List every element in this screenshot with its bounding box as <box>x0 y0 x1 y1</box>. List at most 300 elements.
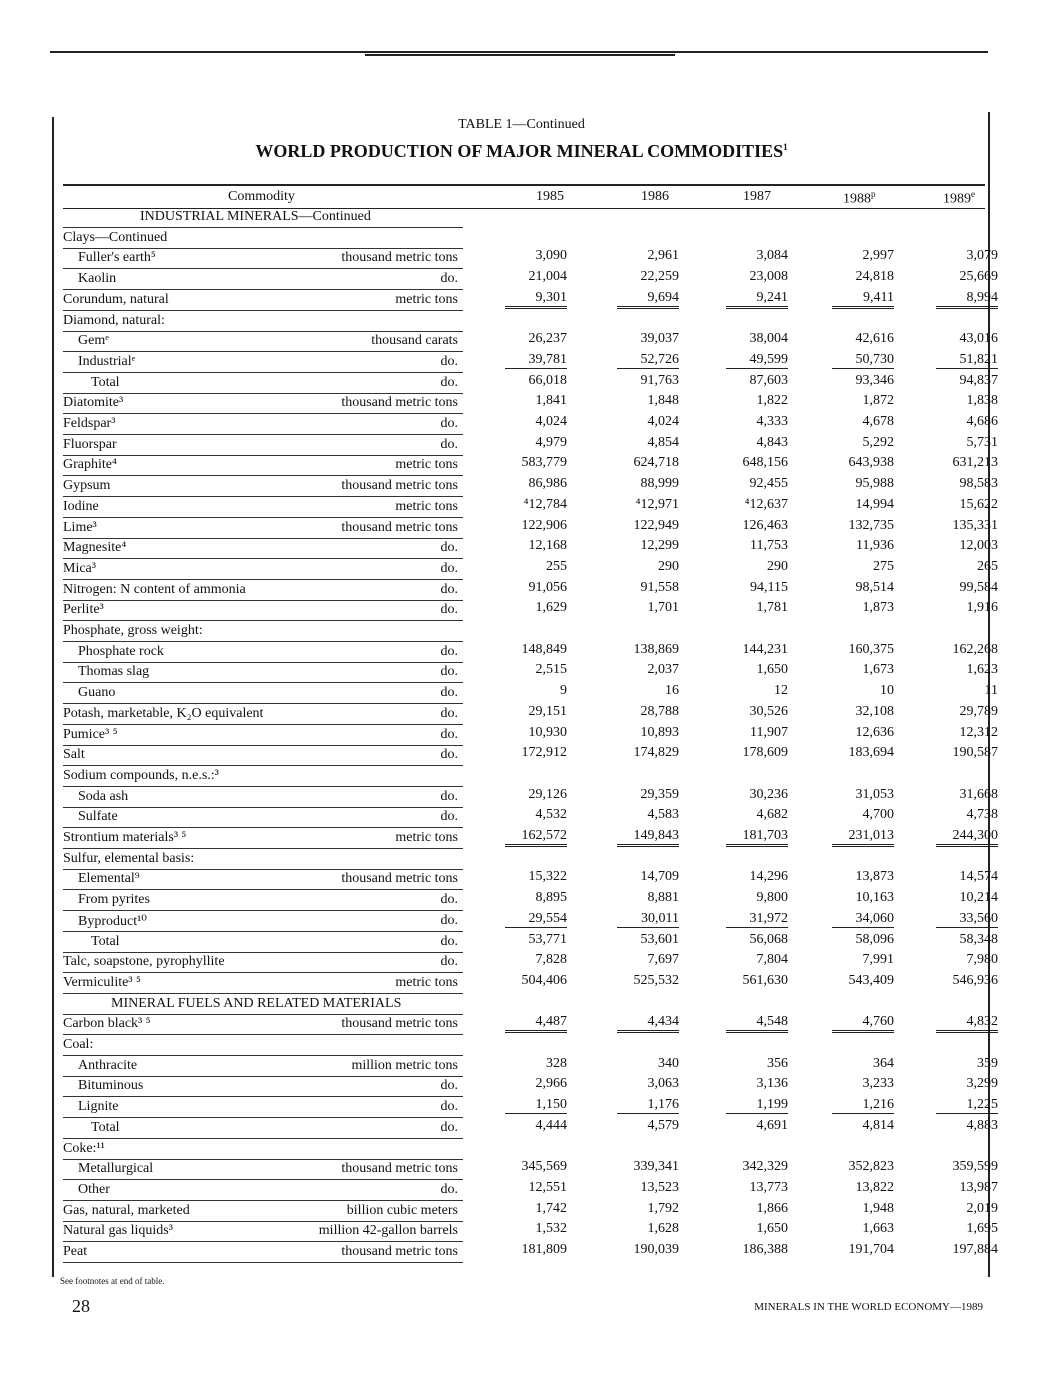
value-cell: 504,406 <box>521 972 567 988</box>
value-cell: 32,108 <box>855 703 894 719</box>
table-row <box>63 724 998 746</box>
value-cell: 29,359 <box>640 786 679 802</box>
value-cell: 275 <box>873 558 894 574</box>
row-label: Lime³ <box>63 520 463 539</box>
value-cell: 4,832 <box>908 1014 998 1033</box>
value-cell: 29,151 <box>528 703 567 719</box>
table-row <box>63 662 998 683</box>
section-header-row <box>63 994 985 1015</box>
table-row <box>63 703 998 725</box>
value-cell: 1,841 <box>535 393 567 409</box>
value-cell: 11,753 <box>750 538 788 554</box>
top-rule <box>50 51 988 53</box>
value-cell: 624,718 <box>633 455 679 471</box>
value-cell: 26,237 <box>528 331 567 347</box>
value-cell: 1,150 <box>477 1097 567 1114</box>
table-row <box>63 1179 998 1201</box>
value-cell: 1,742 <box>535 1200 567 1216</box>
value-cell: 7,697 <box>647 952 679 968</box>
value-cell: 190,039 <box>633 1242 679 1257</box>
row-label: Lignite <box>63 1099 463 1118</box>
value-cell: 1,838 <box>966 393 998 409</box>
table-row <box>63 890 998 911</box>
value-cell: 631,213 <box>952 455 998 471</box>
value-cell: 4,444 <box>535 1117 567 1133</box>
header-1988-year: 1988 <box>843 191 871 207</box>
row-label: Thomas slag <box>63 664 463 683</box>
value-cell: 9,800 <box>756 890 788 906</box>
row-label: Phosphate, gross weight: <box>63 623 463 642</box>
header-commodity: Commodity <box>228 189 295 204</box>
value-cell: 4,738 <box>966 807 998 823</box>
value-cell: 49,599 <box>698 352 788 369</box>
value-cell: 95,988 <box>855 476 894 492</box>
row-unit: do. <box>440 1119 458 1135</box>
value-cell: 91,558 <box>640 579 679 595</box>
value-cell: 22,259 <box>640 269 679 285</box>
row-unit: do. <box>440 416 458 431</box>
value-cell: 23,008 <box>749 269 788 285</box>
value-cell: 86,986 <box>528 476 567 492</box>
value-cell: 4,487 <box>477 1014 567 1033</box>
row-unit: do. <box>440 954 458 970</box>
value-cell: 4,579 <box>647 1117 679 1133</box>
row-unit: million metric tons <box>351 1057 458 1073</box>
value-cell: 7,991 <box>862 952 894 968</box>
row-unit: do. <box>440 685 458 701</box>
row-label: Anthracite <box>63 1058 463 1077</box>
value-cell: 13,873 <box>855 869 894 885</box>
value-cell: 11 <box>984 683 998 699</box>
value-cell: 9,301 <box>477 290 567 309</box>
value-cell: ⁴12,784 <box>523 496 567 512</box>
value-cell: 29,126 <box>528 786 567 802</box>
row-unit: thousand carats <box>371 333 458 349</box>
row-unit: billion cubic meters <box>346 1202 458 1218</box>
row-label: Diatomite³ <box>63 395 463 414</box>
row-unit: thousand metric tons <box>341 395 458 411</box>
table-row <box>63 414 998 435</box>
value-cell: 39,037 <box>640 331 679 347</box>
value-cell: 30,011 <box>589 911 679 928</box>
row-unit: do. <box>440 912 458 928</box>
value-cell: 8,895 <box>535 890 567 906</box>
row-label: Natural gas liquids³ <box>63 1223 463 1242</box>
value-cell: 4,814 <box>862 1117 894 1133</box>
table-row <box>63 331 998 352</box>
row-label: Potash, marketable, K₂O equivalent <box>63 706 463 725</box>
value-cell: 2,515 <box>535 662 567 678</box>
row-label: Salt <box>63 747 463 766</box>
value-cell: 1,532 <box>535 1221 567 1237</box>
value-cell: 3,299 <box>966 1076 998 1092</box>
value-cell: 91,763 <box>640 372 679 388</box>
value-cell: 359 <box>977 1055 998 1071</box>
value-cell: 3,136 <box>756 1076 788 1092</box>
row-label: Vermiculite³ ⁵ <box>63 975 463 994</box>
value-cell: 98,514 <box>855 579 894 595</box>
value-cell: 543,409 <box>848 972 894 988</box>
table-row <box>63 1159 998 1180</box>
value-cell: 4,548 <box>698 1014 788 1033</box>
row-unit: do. <box>440 892 458 908</box>
row-label: Total <box>63 375 463 394</box>
row-label: Sulfate <box>63 809 463 828</box>
row-label: Clays—Continued <box>63 230 463 249</box>
header-1987: 1987 <box>743 189 771 204</box>
header-1988-mark: p <box>871 189 876 199</box>
table-row <box>63 372 998 394</box>
value-cell: 1,781 <box>756 600 788 616</box>
row-unit: metric tons <box>395 457 458 473</box>
value-cell: 92,455 <box>749 476 788 492</box>
value-cell: 15,622 <box>959 496 998 512</box>
table-row <box>63 1221 998 1242</box>
row-label: Diamond, natural: <box>63 313 463 332</box>
value-cell: 1,866 <box>756 1200 788 1216</box>
value-cell: 42,616 <box>855 331 894 347</box>
value-cell: 1,872 <box>862 393 894 409</box>
value-cell: 4,700 <box>862 807 894 823</box>
value-cell: 38,004 <box>749 331 788 347</box>
row-label: Carbon black³ ⁵ <box>63 1016 463 1035</box>
value-cell: 1,663 <box>862 1221 894 1237</box>
value-cell: 643,938 <box>848 455 894 471</box>
value-cell: 4,843 <box>756 434 788 450</box>
row-unit: do. <box>440 374 458 390</box>
table-row <box>63 1076 998 1097</box>
header-1985: 1985 <box>536 189 564 204</box>
value-cell: 13,987 <box>959 1179 998 1195</box>
table-row <box>63 849 985 870</box>
row-unit: metric tons <box>395 830 458 845</box>
header-1988 <box>843 189 876 208</box>
value-cell: 53,601 <box>640 931 679 947</box>
value-cell: 13,822 <box>855 1179 894 1195</box>
table-row <box>63 1200 998 1222</box>
value-cell: 10,893 <box>640 724 679 740</box>
value-cell: 31,972 <box>698 911 788 928</box>
header-1989-year: 1989 <box>943 191 971 207</box>
value-cell: 43,016 <box>959 331 998 347</box>
value-cell: 181,703 <box>698 828 788 847</box>
value-cell: 183,694 <box>848 745 894 761</box>
value-cell: 2,961 <box>647 248 679 264</box>
value-cell: 2,037 <box>647 662 679 678</box>
value-cell: 50,730 <box>804 352 894 369</box>
value-cell: 11,907 <box>750 724 788 740</box>
header-1989 <box>943 189 975 208</box>
row-label: Magnesite⁴ <box>63 540 463 559</box>
value-cell: 7,828 <box>535 952 567 968</box>
row-unit: do. <box>440 1181 458 1197</box>
table-label: TABLE 1—Continued <box>458 117 585 132</box>
value-cell: 525,532 <box>633 972 679 988</box>
value-cell: 290 <box>767 558 788 574</box>
value-cell: 58,348 <box>959 931 998 947</box>
running-title: MINERALS IN THE WORLD ECONOMY—1989 <box>754 1301 983 1313</box>
value-cell: 356 <box>767 1055 788 1071</box>
value-cell: 94,837 <box>959 372 998 388</box>
value-cell: 3,063 <box>647 1076 679 1092</box>
value-cell: 7,804 <box>756 952 788 968</box>
value-cell: 1,948 <box>862 1200 894 1216</box>
value-cell: 3,233 <box>862 1076 894 1092</box>
value-cell: 186,388 <box>742 1242 788 1257</box>
row-label: Corundum, natural <box>63 292 463 311</box>
value-cell: 9,411 <box>804 290 894 309</box>
table-row <box>63 289 998 311</box>
value-cell: 2,966 <box>535 1076 567 1092</box>
value-cell: 58,096 <box>855 931 894 947</box>
row-label: Peat <box>63 1244 463 1263</box>
row-label: Phosphate rock <box>63 644 463 663</box>
row-unit: do. <box>440 809 458 825</box>
table-row <box>63 786 998 808</box>
value-cell: 34,060 <box>804 911 894 928</box>
table-row <box>63 641 998 663</box>
value-cell: 2,997 <box>862 248 894 264</box>
value-cell: 39,781 <box>477 352 567 369</box>
value-cell: 4,532 <box>535 807 567 823</box>
value-cell: 12,299 <box>640 538 679 554</box>
row-unit: do. <box>440 353 458 369</box>
row-unit: thousand metric tons <box>341 1244 458 1259</box>
value-cell: 648,156 <box>742 455 788 471</box>
left-rule <box>52 117 54 1277</box>
header-1986: 1986 <box>641 189 669 204</box>
value-cell: 352,823 <box>848 1159 894 1175</box>
value-cell: 4,854 <box>647 434 679 450</box>
value-cell: 1,695 <box>966 1221 998 1237</box>
table-row <box>63 931 998 953</box>
value-cell: 12,168 <box>528 538 567 554</box>
value-cell: 9 <box>560 683 567 699</box>
value-cell: 21,004 <box>528 269 567 285</box>
value-cell: 583,779 <box>521 455 567 471</box>
table-header <box>63 184 985 209</box>
row-label: INDUSTRIAL MINERALS—Continued <box>63 209 463 228</box>
row-label: Bituminous <box>63 1078 463 1097</box>
table-row <box>63 621 985 642</box>
value-cell: 24,818 <box>855 269 894 285</box>
value-cell: 14,574 <box>959 869 998 885</box>
value-cell: 10,214 <box>959 890 998 906</box>
value-cell: 29,554 <box>477 911 567 928</box>
value-cell: 1,792 <box>647 1200 679 1216</box>
value-cell: 359,599 <box>952 1159 998 1175</box>
row-unit: million 42-gallon barrels <box>318 1223 458 1239</box>
table-row <box>63 538 998 559</box>
table-row <box>63 1035 985 1056</box>
row-label: Coke:¹¹ <box>63 1141 463 1160</box>
value-cell: 2,019 <box>966 1200 998 1216</box>
value-cell: 9,694 <box>589 290 679 309</box>
value-cell: 162,268 <box>952 641 998 657</box>
row-unit: metric tons <box>395 974 458 990</box>
value-cell: 4,979 <box>535 434 567 450</box>
value-cell: 197,884 <box>952 1242 998 1257</box>
value-cell: 29,789 <box>959 703 998 719</box>
value-cell: 14,709 <box>640 869 679 885</box>
table-title-footnote: 1 <box>783 142 788 152</box>
row-label: Soda ash <box>63 789 463 808</box>
value-cell: 342,329 <box>742 1159 788 1175</box>
row-label: Byproduct¹⁰ <box>63 913 463 932</box>
table-row <box>63 910 998 932</box>
table-row <box>63 517 998 539</box>
value-cell: 93,346 <box>855 372 894 388</box>
value-cell: 98,583 <box>959 476 998 492</box>
value-cell: 149,843 <box>589 828 679 847</box>
value-cell: 12,636 <box>855 724 894 740</box>
table-row <box>63 579 998 601</box>
value-cell: 1,176 <box>589 1097 679 1114</box>
value-cell: 1,673 <box>862 662 894 678</box>
row-unit: thousand metric tons <box>341 250 458 266</box>
value-cell: 174,829 <box>633 745 679 761</box>
table-row <box>63 745 998 766</box>
table-row <box>63 434 998 456</box>
table-row <box>63 869 998 890</box>
row-label: Sulfur, elemental basis: <box>63 851 463 870</box>
row-unit: thousand metric tons <box>341 1161 458 1177</box>
value-cell: 87,603 <box>749 372 788 388</box>
value-cell: 33,560 <box>908 911 998 928</box>
value-cell: 10,163 <box>855 890 894 906</box>
row-unit: do. <box>440 726 458 742</box>
row-label: From pyrites <box>63 892 463 911</box>
value-cell: 1,873 <box>862 600 894 616</box>
row-unit: do. <box>440 788 458 804</box>
row-unit: do. <box>440 436 458 452</box>
table-row <box>63 1139 985 1160</box>
value-cell: 5,292 <box>862 434 894 450</box>
row-label: Elemental⁹ <box>63 871 463 890</box>
value-cell: 51,821 <box>908 352 998 369</box>
value-cell: 546,936 <box>952 972 998 988</box>
table-row <box>63 228 985 249</box>
table-row <box>63 269 998 290</box>
table-row <box>63 807 998 828</box>
table-row <box>63 311 985 332</box>
row-label: Iodine <box>63 499 463 518</box>
row-unit: do. <box>440 560 458 576</box>
value-cell: 11,936 <box>856 538 894 554</box>
top-rule-accent <box>365 54 675 56</box>
value-cell: 66,018 <box>528 372 567 388</box>
value-cell: 25,669 <box>959 269 998 285</box>
value-cell: 190,587 <box>952 745 998 761</box>
row-label: Gas, natural, marketed <box>63 1203 463 1222</box>
value-cell: 1,199 <box>698 1097 788 1114</box>
row-label: Perlite³ <box>63 602 463 621</box>
value-cell: 30,526 <box>749 703 788 719</box>
row-unit: do. <box>440 540 458 556</box>
value-cell: 88,999 <box>640 476 679 492</box>
row-label: Guano <box>63 685 463 704</box>
value-cell: 132,735 <box>848 517 894 533</box>
value-cell: 8,881 <box>647 890 679 906</box>
value-cell: 4,760 <box>804 1014 894 1033</box>
value-cell: 14,994 <box>855 496 894 512</box>
value-cell: 3,079 <box>966 248 998 264</box>
row-unit: do. <box>440 747 458 763</box>
row-unit: thousand metric tons <box>341 871 458 887</box>
value-cell: 13,773 <box>749 1179 788 1195</box>
table-row <box>63 683 998 704</box>
row-unit: thousand metric tons <box>341 519 458 535</box>
row-label: Fluorspar <box>63 437 463 456</box>
row-unit: do. <box>440 1099 458 1115</box>
value-cell: 4,682 <box>756 807 788 823</box>
row-label: Feldspar³ <box>63 416 463 435</box>
row-label: Talc, soapstone, pyrophyllite <box>63 954 463 973</box>
row-unit: do. <box>440 1078 458 1094</box>
value-cell: 4,583 <box>647 807 679 823</box>
value-cell: 290 <box>658 558 679 574</box>
row-unit: thousand metric tons <box>341 478 458 494</box>
table-row <box>63 455 998 476</box>
table-row <box>63 476 998 497</box>
row-label: Gemᵉ <box>63 333 463 352</box>
value-cell: 162,572 <box>477 828 567 847</box>
table-row <box>63 1117 998 1139</box>
value-cell: 561,630 <box>742 972 788 988</box>
value-cell: 12,551 <box>528 1179 567 1195</box>
value-cell: 3,090 <box>535 248 567 264</box>
value-cell: 1,650 <box>756 1221 788 1237</box>
row-label: Nitrogen: N content of ammonia <box>63 582 463 601</box>
table-row <box>63 393 998 414</box>
value-cell: 172,912 <box>521 745 567 761</box>
value-cell: 7,980 <box>966 952 998 968</box>
row-unit: metric tons <box>395 498 458 514</box>
header-1989-mark: e <box>971 189 975 199</box>
table-row <box>63 1242 998 1263</box>
value-cell: 1,623 <box>966 662 998 678</box>
value-cell: 31,053 <box>855 786 894 802</box>
value-cell: 1,216 <box>804 1097 894 1114</box>
table-row <box>63 600 998 621</box>
value-cell: 13,523 <box>640 1179 679 1195</box>
value-cell: 53,771 <box>528 931 567 947</box>
table-row <box>63 558 998 580</box>
value-cell: 345,569 <box>521 1159 567 1175</box>
value-cell: 3,084 <box>756 248 788 264</box>
row-label: Metallurgical <box>63 1161 463 1180</box>
row-label: Other <box>63 1182 463 1201</box>
value-cell: 1,701 <box>647 600 679 616</box>
value-cell: 4,333 <box>756 414 788 429</box>
table-row <box>63 952 998 973</box>
row-label: Industrialᵉ <box>63 354 463 373</box>
row-label: Coal: <box>63 1037 463 1056</box>
row-label: Mica³ <box>63 561 463 580</box>
row-unit: do. <box>440 705 458 721</box>
row-label: Pumice³ ⁵ <box>63 727 463 746</box>
value-cell: 10,930 <box>528 724 567 740</box>
table-row <box>63 248 998 269</box>
value-cell: ⁴12,637 <box>744 496 788 512</box>
row-label: Fuller's earth⁵ <box>63 250 463 269</box>
value-cell: 94,115 <box>750 579 788 595</box>
page-number: 28 <box>72 1296 90 1316</box>
value-cell: 4,434 <box>589 1014 679 1033</box>
value-cell: 9,241 <box>698 290 788 309</box>
value-cell: 12,312 <box>959 724 998 740</box>
row-label: Sodium compounds, n.e.s.:³ <box>63 768 463 787</box>
